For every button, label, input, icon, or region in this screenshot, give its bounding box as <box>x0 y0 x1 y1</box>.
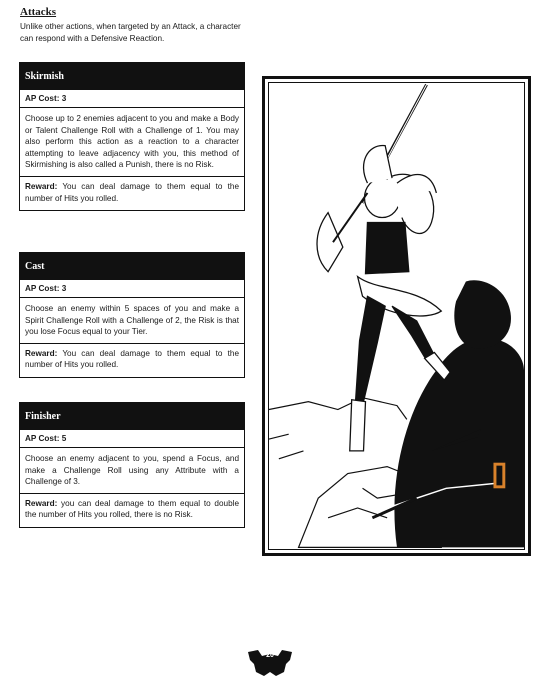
card-title: Cast <box>20 253 244 280</box>
illustration-frame <box>262 76 531 556</box>
shadow-creature <box>372 280 524 547</box>
intro-paragraph: Unlike other actions, when targeted by an Attack, a character can respond with a Defensive Reaction. <box>20 22 241 43</box>
card-description: Choose up to 2 enemies adjacent to you and make a Body or Talent Challenge Roll with a Challenge of 1. You may also perform this action as a reaction to a character attempting to leave adjacency with you, this method of Skirmishing is also called a Punish, there is no Risk. <box>20 108 244 177</box>
reward-label: Reward: <box>25 498 58 508</box>
card-title: Finisher <box>20 403 244 430</box>
card-reward <box>20 177 244 210</box>
ap-cost: AP Cost: 3 <box>20 90 244 108</box>
card-description: Choose an enemy within 5 spaces of you and make a Spirit Challenge Roll with a Challenge of 2, the Risk is that you lose Focus equal to your Tier. <box>20 298 244 344</box>
page-footer <box>240 648 300 678</box>
warrior-illustration <box>269 83 524 549</box>
card-description: Choose an enemy adjacent to you, spend a Focus, and make a Challenge Roll using any Attribute with a Challenge of 3. <box>20 448 244 494</box>
action-card-cast <box>19 252 245 378</box>
reward-text: you can deal damage to them equal to double the number of Hits you rolled, there is no Risk. <box>25 498 239 520</box>
reward-label: Reward: <box>25 181 58 191</box>
reward-text: You can deal damage to them equal to the number of Hits you rolled. <box>25 348 239 370</box>
reward-text: You can deal damage to them equal to the number of Hits you rolled. <box>25 181 239 203</box>
card-title: Skirmish <box>20 63 244 90</box>
intro-section <box>20 6 250 45</box>
illustration <box>268 82 525 550</box>
card-reward <box>20 344 244 377</box>
action-card-finisher <box>19 402 245 528</box>
ap-cost: AP Cost: 3 <box>20 280 244 298</box>
card-reward <box>20 494 244 527</box>
reward-label: Reward: <box>25 348 58 358</box>
section-title: Attacks <box>20 6 57 18</box>
page-number: 20 <box>266 652 274 659</box>
action-card-skirmish <box>19 62 245 211</box>
ap-cost: AP Cost: 5 <box>20 430 244 448</box>
artist-signature <box>493 463 505 489</box>
